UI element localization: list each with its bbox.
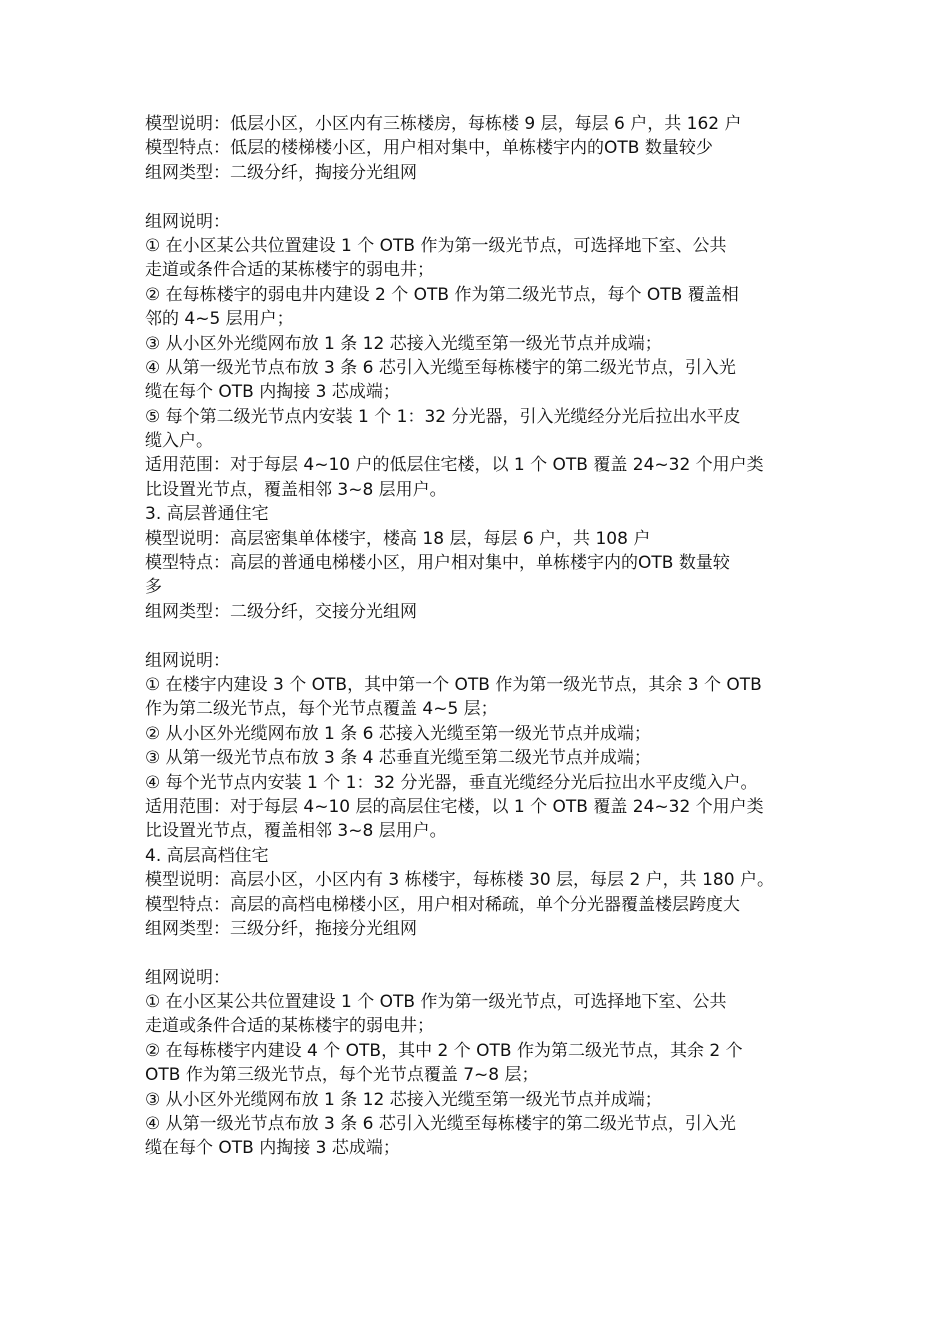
blank-line: [145, 624, 810, 648]
step-line: 缆入户。: [145, 431, 213, 452]
step-line: ① 在小区某公共位置建设 1 个 OTB 作为第一级光节点，可选择地下室、公共: [145, 992, 727, 1013]
step-line: ① 在小区某公共位置建设 1 个 OTB 作为第一级光节点，可选择地下室、公共: [145, 235, 727, 256]
step-line: ① 在楼宇内建设 3 个 OTB，其中第一个 OTB 作为第一级光节点，其余 3 个 OTB: [145, 674, 762, 695]
step-line: ④ 从第一级光节点布放 3 条 6 芯引入光缆至每栋楼宇的第二级光节点，引入光: [145, 1114, 736, 1135]
step-line: ③ 从小区外光缆网布放 1 条 12 芯接入光缆至第一级光节点并成端；: [145, 1089, 662, 1110]
step-line: ⑤ 每个第二级光节点内安装 1 个 1：32 分光器，引入光缆经分光后拉出水平皮: [145, 406, 741, 427]
model-description: 模型说明：低层小区，小区内有三栋楼房，每栋楼 9 层，每层 6 户，共 162 户: [145, 114, 742, 134]
network-type: 组网类型：二级分纤，掏接分光组网: [145, 162, 417, 183]
scope-line: 比设置光节点，覆盖相邻 3~8 层用户。: [145, 479, 447, 500]
step-line: ③ 从第一级光节点布放 3 条 4 芯垂直光缆至第二级光节点并成端；: [145, 748, 651, 769]
step-line: 作为第二级光节点，每个光节点覆盖 4~5 层；: [145, 699, 498, 720]
blank-line: [145, 185, 810, 209]
model-feature: 多: [145, 577, 162, 598]
step-line: ④ 从第一级光节点布放 3 条 6 芯引入光缆至每栋楼宇的第二级光节点，引入光: [145, 357, 736, 378]
network-description-title: 组网说明：: [145, 211, 230, 232]
step-line: 邻的 4~5 层用户；: [145, 309, 294, 330]
step-line: 走道或条件合适的某栋楼宇的弱电井；: [145, 1016, 434, 1037]
section-heading: 3. 高层普通住宅: [145, 504, 269, 525]
scope-line: 比设置光节点，覆盖相邻 3~8 层用户。: [145, 821, 447, 842]
step-line: ④ 每个光节点内安装 1 个 1：32 分光器，垂直光缆经分光后拉出水平皮缆入户。: [145, 772, 758, 793]
scope-line: 适用范围：对于每层 4~10 层的高层住宅楼，以 1 个 OTB 覆盖 24~32 个用户类: [145, 796, 764, 817]
step-line: ② 在每栋楼宇的弱电井内建设 2 个 OTB 作为第二级光节点，每个 OTB 覆盖相: [145, 284, 739, 305]
step-line: ③ 从小区外光缆网布放 1 条 12 芯接入光缆至第一级光节点并成端；: [145, 333, 662, 354]
section-heading: 4. 高层高档住宅: [145, 845, 269, 866]
model-feature: 模型特点：低层的楼梯楼小区，用户相对集中，单栋楼宇内的OTB 数量较少: [145, 138, 713, 159]
step-line: ② 在每栋楼宇内建设 4 个 OTB，其中 2 个 OTB 作为第二级光节点，其余 2 个: [145, 1040, 743, 1061]
step-line: ② 从小区外光缆网布放 1 条 6 芯接入光缆至第一级光节点并成端；: [145, 723, 651, 744]
document-body: [145, 112, 810, 1161]
model-feature: 模型特点：高层的普通电梯楼小区，用户相对集中，单栋楼宇内的OTB 数量较: [145, 553, 730, 574]
scope-line: 适用范围：对于每层 4~10 户的低层住宅楼，以 1 个 OTB 覆盖 24~32 个用户类: [145, 455, 764, 476]
network-description-title: 组网说明：: [145, 967, 230, 988]
step-line: OTB 作为第三级光节点，每个光节点覆盖 7~8 层；: [145, 1065, 539, 1086]
blank-line: [145, 941, 810, 965]
network-type: 组网类型：三级分纤，拖接分光组网: [145, 918, 417, 939]
network-type: 组网类型：二级分纤，交接分光组网: [145, 601, 417, 622]
step-line: 走道或条件合适的某栋楼宇的弱电井；: [145, 260, 434, 281]
model-feature: 模型特点：高层的高档电梯楼小区，用户相对稀疏，单个分光器覆盖楼层跨度大: [145, 894, 740, 915]
model-description: 模型说明：高层小区，小区内有 3 栋楼宇，每栋楼 30 层，每层 2 户，共 180 户。: [145, 870, 774, 891]
step-line: 缆在每个 OTB 内掏接 3 芯成端；: [145, 1138, 400, 1159]
network-description-title: 组网说明：: [145, 650, 230, 671]
model-description: 模型说明：高层密集单体楼宇，楼高 18 层，每层 6 户，共 108 户: [145, 528, 651, 549]
step-line: 缆在每个 OTB 内掏接 3 芯成端；: [145, 382, 400, 403]
